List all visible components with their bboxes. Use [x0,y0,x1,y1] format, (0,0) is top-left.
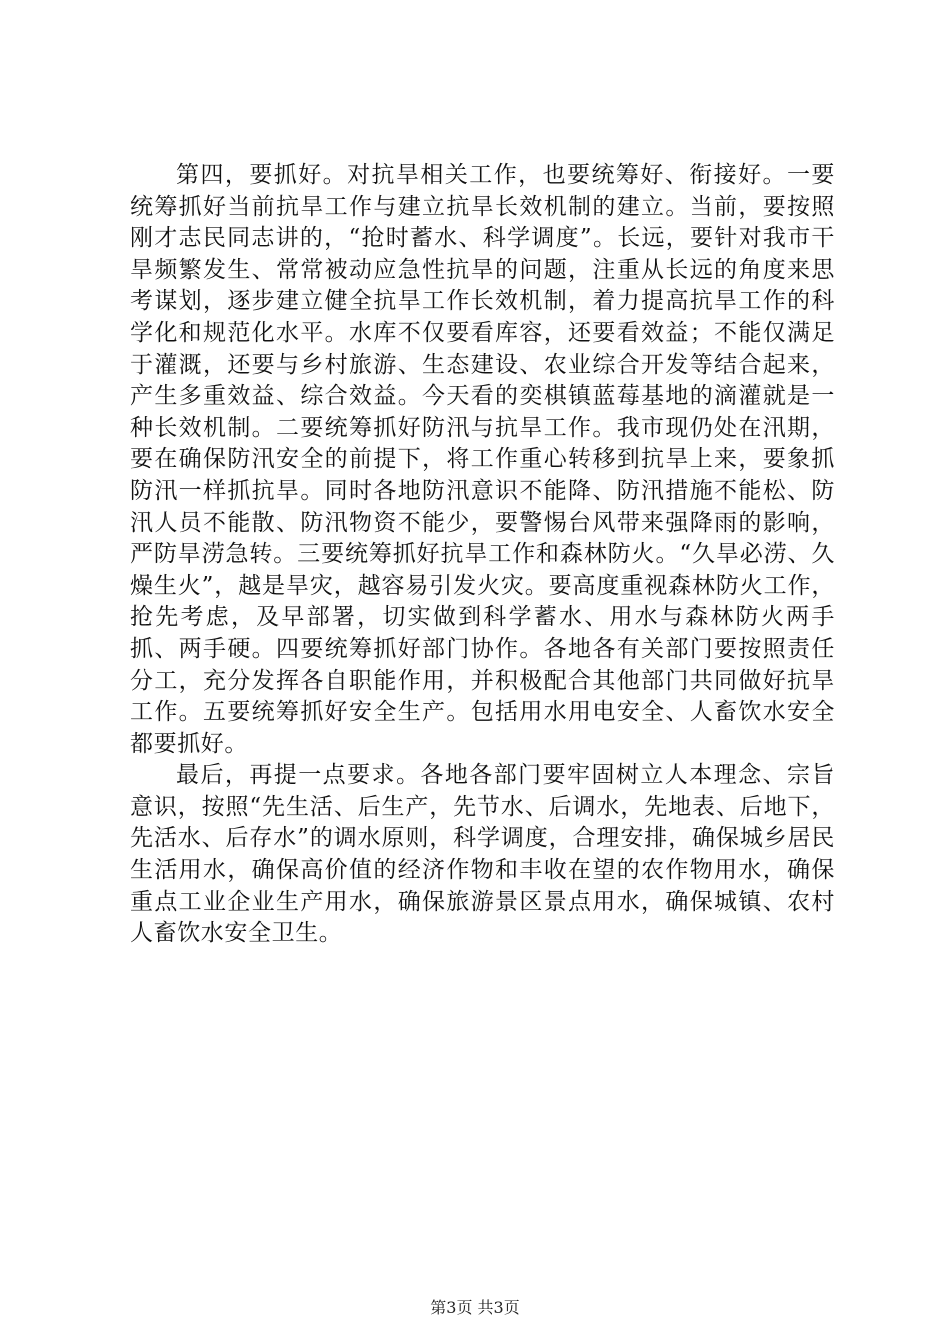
page-number: 第3页 [430,1298,473,1317]
page-footer [0,1298,950,1318]
paragraph-final-requirement: 最后，再提一点要求。各地各部门要牢固树立人本理念、宗旨意识，按照“先生活、后生产，先节水、后调水，先地表、后地下，先活水、后存水”的调水原则，科学调度，合理安排，确保城乡居民生活用水，确保高价值的经济作物和丰收在望的农作物用水，确保重点工业企业生产用水，确保旅游景区景点用水，确保城镇、农村人畜饮水安全卫生。 [130,762,835,947]
page-total: 共3页 [477,1298,520,1317]
document-body [130,160,835,950]
paragraph-fourth-point: 第四，要抓好。对抗旱相关工作，也要统筹好、衔接好。一要统筹抓好当前抗旱工作与建立抗旱长效机制的建立。当前，要按照刚才志民同志讲的，“抢时蓄水、科学调度”。长远，要针对我市干旱频繁发生、常常被动应急性抗旱的问题，注重从长远的角度来思考谋划，逐步建立健全抗旱工作长效机制，着力提高抗旱工作的科学化和规范化水平。水库不仅要看库容，还要看效益；不能仅满足于灌溉，还要与乡村旅游、生态建设、农业综合开发等结合起来，产生多重效益、综合效益。今天看的奕棋镇蓝莓基地的滴灌就是一种长效机制。二要统筹抓好防汛与抗旱工作。我市现仍处在汛期，要在确保防汛安全的前提下，将工作重心转移到抗旱上来，要象抓防汛一样抓抗旱。同时各地防汛意识不能降、防汛措施不能松、防汛人员不能散、防汛物资不能少，要警惕台风带来强降雨的影响，严防旱涝急转。三要统筹抓好抗旱工作和森林防火。“久旱必涝、久燥生火”，越是旱灾，越容易引发火灾。要高度重视森林防火工作，抢先考虑，及早部署，切实做到科学蓄水、用水与森林防火两手抓、两手硬。四要统筹抓好部门协作。各地各有关部门要按照责任分工，充分发挥各自职能作用，并积极配合其他部门共同做好抗旱工作。五要统筹抓好安全生产。包括用水用电安全、人畜饮水安全都要抓好。 [130,162,835,757]
